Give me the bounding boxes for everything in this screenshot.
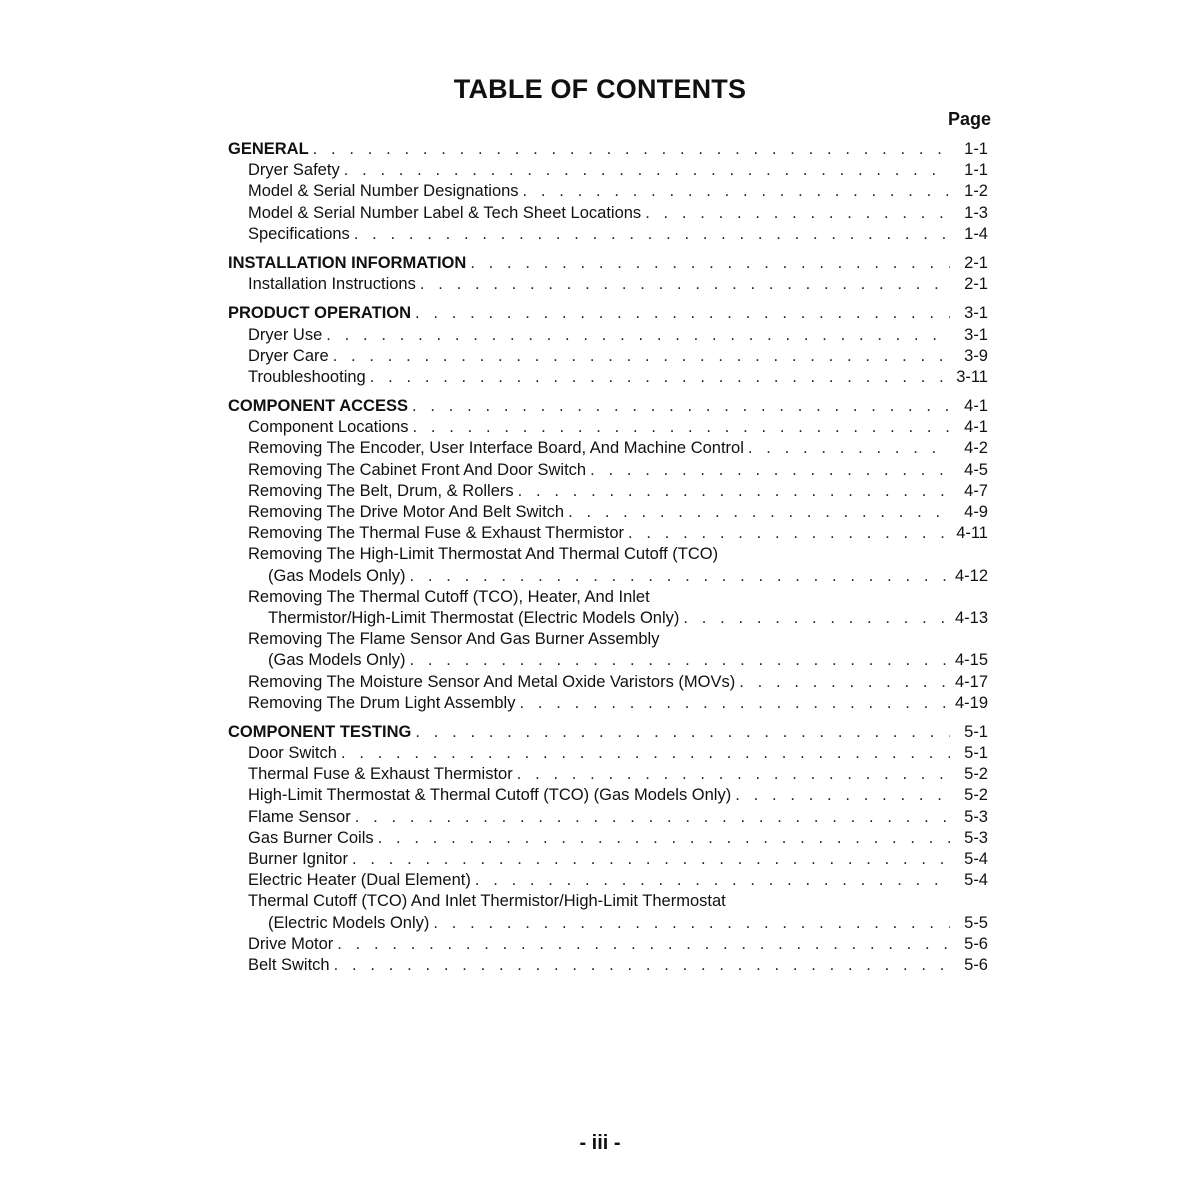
toc-entry-label: High-Limit Thermostat & Thermal Cutoff (TCO) (Gas Models Only) (248, 786, 732, 805)
dot-leader (628, 523, 950, 544)
dot-leader (326, 325, 950, 346)
toc-entry[interactable] (228, 870, 988, 891)
toc-entry-label: Door Switch (248, 744, 337, 763)
toc-section-heading[interactable] (228, 139, 988, 160)
dot-leader (415, 722, 950, 743)
toc-entry[interactable] (228, 764, 988, 785)
toc-entry-page-number: 5-4 (964, 850, 988, 868)
toc-entry-label: Thermal Cutoff (TCO) And Inlet Thermistor/High-Limit Thermostat (248, 892, 726, 911)
dot-leader (735, 785, 950, 806)
page-title: TABLE OF CONTENTS (453, 74, 747, 104)
toc-entry-page-number: 5-3 (964, 828, 988, 847)
toc-entry-page-number: 3-9 (964, 346, 988, 365)
toc-entry-continuation[interactable] (228, 608, 988, 629)
toc-entry[interactable] (228, 523, 988, 544)
dot-leader (748, 438, 950, 459)
toc-entry-label: Removing The Cabinet Front And Door Switch (248, 460, 587, 479)
toc-entry-label: Dryer Care (248, 346, 329, 365)
toc-entry-label: Drive Motor (248, 934, 334, 953)
toc-entry-label: Removing The Drum Light Assembly (248, 693, 516, 712)
dot-leader (590, 460, 950, 481)
toc-entry[interactable] (228, 785, 988, 806)
toc-entry-label: Component Locations (248, 418, 409, 437)
toc-entry-page-number: 4-11 (956, 524, 988, 543)
toc-entry-continuation-label: Thermistor/High-Limit Thermostat (Electric Models Only) (268, 608, 680, 627)
toc-section-heading-label: COMPONENT ACCESS (228, 397, 408, 416)
dot-leader (470, 253, 950, 274)
toc-entry-page-number: 5-2 (964, 765, 988, 784)
toc-entry-page-number: 4-19 (954, 693, 988, 712)
toc-entry-continuation-page-number: 4-15 (954, 651, 988, 670)
toc-entry-page-number: 3-11 (956, 367, 988, 386)
toc-entry-label: Removing The Encoder, User Interface Board, And Machine Control (248, 439, 744, 458)
toc-entry-label: Dryer Use (248, 325, 323, 344)
dot-leader (413, 417, 950, 438)
toc-section-heading[interactable] (228, 303, 988, 324)
toc-section-heading-page-number: 5-1 (964, 722, 988, 741)
toc-entry-page-number: 4-7 (964, 481, 988, 500)
toc-entry-label: Dryer Safety (248, 161, 340, 180)
toc-entry-continuation[interactable] (228, 650, 988, 671)
toc-section-heading-page-number: 1-1 (964, 140, 988, 158)
dot-leader (420, 274, 950, 295)
toc-entry[interactable] (228, 460, 988, 481)
page-column-label: Page (947, 109, 991, 129)
dot-leader (683, 608, 950, 629)
toc-section (228, 396, 988, 714)
toc-entry-label: Flame Sensor (248, 807, 351, 826)
toc-entry-label: Gas Burner Coils (248, 828, 374, 847)
toc-entry-label: Removing The Thermal Cutoff (TCO), Heater, And Inlet (248, 587, 650, 606)
dot-leader (645, 203, 950, 224)
toc-entry-page-number: 3-1 (964, 325, 988, 344)
dot-leader (410, 566, 950, 587)
toc-entry-page-number: 5-2 (964, 786, 988, 805)
toc-entry-label: Model & Serial Number Label & Tech Sheet Locations (248, 203, 642, 222)
toc-entry-continuation-label: (Electric Models Only) (268, 913, 430, 932)
dot-leader (475, 870, 950, 891)
dot-leader (337, 934, 950, 955)
toc-entry[interactable] (228, 417, 988, 438)
toc-section-heading[interactable] (228, 396, 988, 417)
toc-entry-page-number: 4-5 (964, 460, 988, 479)
toc-entry[interactable] (228, 849, 988, 870)
toc-entry-page-number: 5-1 (964, 744, 988, 763)
toc-section-heading-label: INSTALLATION INFORMATION (228, 253, 467, 272)
toc-entry-label: Burner Ignitor (248, 850, 348, 868)
dot-leader (333, 346, 950, 367)
toc-entry-continuation-label: (Gas Models Only) (268, 566, 406, 585)
toc-entry-page-number: 4-1 (964, 418, 988, 437)
toc-entry-label: Removing The Belt, Drum, & Rollers (248, 481, 514, 500)
toc-entry-page-number: 4-17 (954, 672, 988, 691)
toc-entry-label: Removing The Moisture Sensor And Metal Oxide Varistors (MOVs) (248, 672, 736, 691)
toc-entry-continuation-page-number: 4-13 (954, 608, 988, 627)
toc-section-heading-page-number: 3-1 (964, 304, 988, 323)
dot-leader (344, 160, 950, 181)
toc-entry[interactable] (228, 743, 988, 764)
dot-leader (518, 481, 950, 502)
page-number-footer: - iii - (579, 1132, 621, 1154)
dot-leader (519, 693, 950, 714)
toc-section (228, 139, 988, 245)
toc-entry[interactable] (228, 367, 988, 388)
toc-entry[interactable] (228, 544, 988, 565)
toc-entry[interactable] (228, 203, 988, 224)
dot-leader (517, 764, 950, 785)
toc-entry-label: Removing The Thermal Fuse & Exhaust Thermistor (248, 524, 624, 543)
dot-leader (568, 502, 950, 523)
toc-entry[interactable] (228, 955, 988, 976)
toc-entry-continuation[interactable] (228, 566, 988, 587)
dot-leader (412, 396, 950, 417)
toc-entry-continuation-page-number: 4-12 (954, 566, 988, 585)
dot-leader (341, 743, 950, 764)
toc-entry[interactable] (228, 693, 988, 714)
dot-leader (355, 807, 950, 828)
toc-entry-continuation-label: (Gas Models Only) (268, 651, 406, 670)
toc-entry-label: Electric Heater (Dual Element) (248, 871, 471, 890)
toc-entry-continuation-page-number: 5-5 (964, 913, 988, 932)
toc-entry[interactable] (228, 672, 988, 693)
toc-section-heading-label: COMPONENT TESTING (228, 722, 412, 741)
toc-entry-page-number: 5-3 (964, 807, 988, 826)
toc-entry[interactable] (228, 891, 988, 912)
toc-entry-continuation[interactable] (228, 913, 988, 934)
toc-entry-page-number: 1-2 (964, 182, 988, 201)
dot-leader (433, 913, 950, 934)
toc-entry-label: Installation Instructions (248, 275, 416, 294)
toc-entry-page-number: 1-4 (964, 224, 988, 243)
toc-entry[interactable] (228, 160, 988, 181)
toc-section-heading-page-number: 2-1 (964, 253, 988, 272)
toc-entry-page-number: 4-2 (964, 439, 988, 458)
toc-section-heading[interactable] (228, 253, 988, 274)
toc-entry[interactable] (228, 502, 988, 523)
dot-leader (378, 828, 950, 849)
toc-entry-page-number: 5-4 (964, 871, 988, 890)
dot-leader (739, 672, 950, 693)
toc-section-heading[interactable] (228, 722, 988, 743)
toc-entry-page-number: 2-1 (964, 275, 988, 294)
dot-leader (370, 367, 950, 388)
dot-leader (352, 849, 950, 870)
dot-leader (415, 303, 950, 324)
toc-entry[interactable] (228, 438, 988, 459)
dot-leader (410, 650, 950, 671)
toc-section (228, 722, 988, 976)
toc-entry[interactable] (228, 224, 988, 245)
toc-entry-label: Thermal Fuse & Exhaust Thermistor (248, 765, 513, 784)
toc-entry-label: Removing The Flame Sensor And Gas Burner Assembly (248, 630, 660, 649)
toc-entry[interactable] (228, 325, 988, 346)
toc-entry-page-number: 1-1 (964, 161, 988, 180)
toc-entry[interactable] (228, 629, 988, 650)
toc-section (228, 303, 988, 388)
toc-entry-label: Removing The Drive Motor And Belt Switch (248, 503, 565, 521)
toc-entry-label: Specifications (248, 224, 350, 243)
toc-entry-page-number: 5-6 (964, 934, 988, 953)
toc-entry[interactable] (228, 346, 988, 367)
toc-section-heading-label: PRODUCT OPERATION (228, 304, 412, 323)
toc-entry-label: Removing The High-Limit Thermostat And Thermal Cutoff (TCO) (248, 545, 719, 564)
dot-leader (354, 224, 950, 245)
toc-section-heading-page-number: 4-1 (964, 397, 988, 416)
dot-leader (313, 139, 950, 160)
toc-entry[interactable] (228, 934, 988, 955)
toc-entry-page-number: 4-9 (964, 503, 988, 521)
toc-entry[interactable] (228, 587, 988, 608)
dot-leader (523, 181, 950, 202)
toc-entry[interactable] (228, 828, 988, 849)
toc-entry-page-number: 5-6 (964, 955, 988, 974)
toc-entry[interactable] (228, 807, 988, 828)
toc-section (228, 253, 988, 295)
toc-entry-label: Troubleshooting (248, 367, 366, 386)
dot-leader (334, 955, 950, 976)
toc-entry[interactable] (228, 274, 988, 295)
toc-entry-label: Belt Switch (248, 955, 330, 974)
toc-entry[interactable] (228, 181, 988, 202)
toc-entry-label: Model & Serial Number Designations (248, 182, 519, 201)
toc-entry-page-number: 1-3 (964, 203, 988, 222)
toc-section-heading-label: GENERAL (228, 140, 309, 158)
toc-entry[interactable] (228, 481, 988, 502)
table-of-contents (228, 139, 988, 984)
